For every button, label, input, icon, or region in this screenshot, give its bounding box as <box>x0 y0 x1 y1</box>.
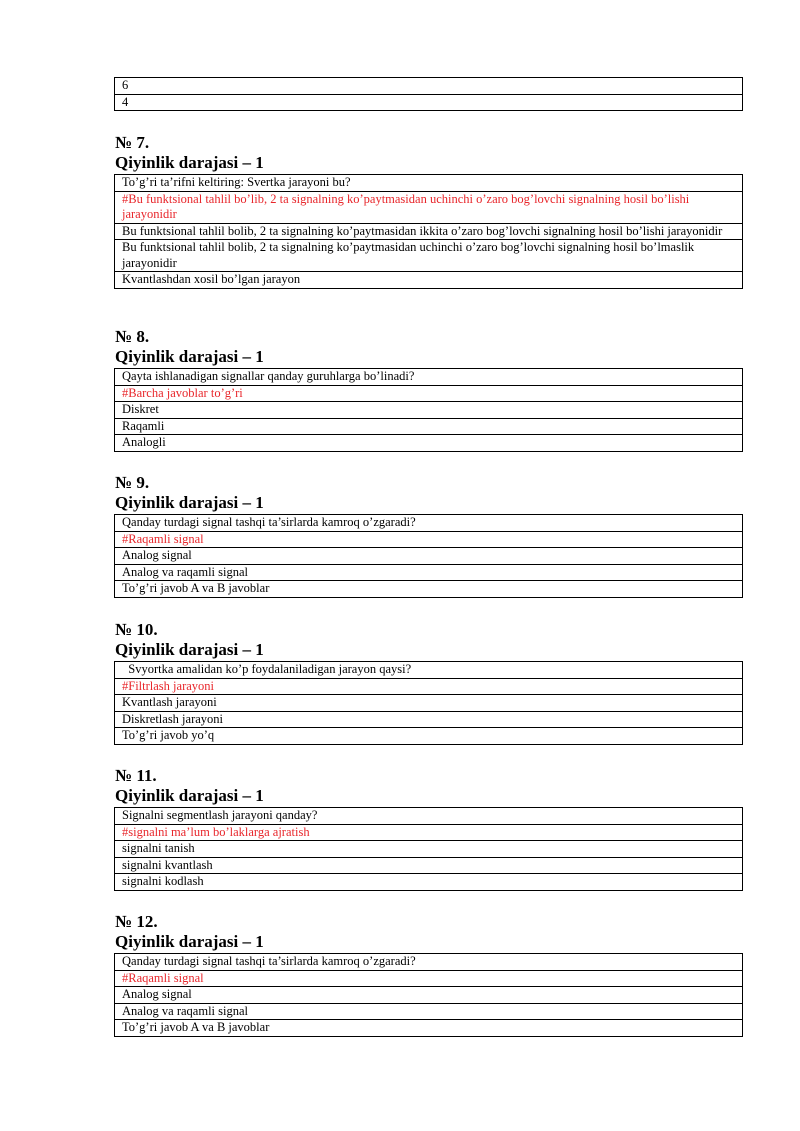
difficulty-label: Qiyinlik darajasi – 1 <box>115 347 264 366</box>
question-number: № 12. <box>115 912 158 931</box>
question-text: Qanday turdagi signal tashqi ta’sirlarda kamroq o’zgaradi? <box>115 515 743 532</box>
table-row <box>115 1003 743 1020</box>
question-number: № 10. <box>115 620 158 639</box>
answer-option: Analog va raqamli signal <box>115 1003 743 1020</box>
answer-option: Diskretlash jarayoni <box>115 711 743 728</box>
table-row <box>115 94 743 111</box>
answer-cell: 6 <box>115 78 743 95</box>
question-12-header <box>115 912 264 952</box>
table-row <box>115 385 743 402</box>
table-row <box>115 970 743 987</box>
table-row <box>115 581 743 598</box>
question-9-table <box>114 514 743 598</box>
answer-option: signalni tanish <box>115 841 743 858</box>
answer-option: Analog va raqamli signal <box>115 564 743 581</box>
table-row <box>115 954 743 971</box>
question-7-table <box>114 174 743 289</box>
difficulty-label: Qiyinlik darajasi – 1 <box>115 786 264 805</box>
table-row <box>115 531 743 548</box>
table-row <box>115 987 743 1004</box>
answer-option: To’g’ri javob A va B javoblar <box>115 1020 743 1037</box>
answer-option: Analog signal <box>115 548 743 565</box>
question-text: Signalni segmentlash jarayoni qanday? <box>115 808 743 825</box>
table-row <box>115 548 743 565</box>
table-row <box>115 272 743 289</box>
answer-option: Bu funktsional tahlil bolib, 2 ta signalning ko’paytmasidan uchinchi o’zaro bog’lovchi signalning hosil bo’lmaslik jarayonidir <box>115 240 743 272</box>
table-row <box>115 175 743 192</box>
question-number: № 11. <box>115 766 157 785</box>
table-row <box>115 678 743 695</box>
question-8-table <box>114 368 743 452</box>
table-row <box>115 515 743 532</box>
question-9-header <box>115 473 264 513</box>
correct-answer: #Filtrlash jarayoni <box>115 678 743 695</box>
difficulty-label: Qiyinlik darajasi – 1 <box>115 493 264 512</box>
table-row <box>115 841 743 858</box>
question-number: № 9. <box>115 473 150 492</box>
answer-option: Analogli <box>115 435 743 452</box>
table-row <box>115 728 743 745</box>
table-row <box>115 824 743 841</box>
table-row <box>115 78 743 95</box>
answer-option: To’g’ri javob yo’q <box>115 728 743 745</box>
answer-option: signalni kodlash <box>115 874 743 891</box>
answer-option: Kvantlashdan xosil bo’lgan jarayon <box>115 272 743 289</box>
question-text: To’g’ri ta’rifni keltiring: Svertka jarayoni bu? <box>115 175 743 192</box>
correct-answer: #Barcha javoblar to’g’ri <box>115 385 743 402</box>
correct-answer: #Raqamli signal <box>115 970 743 987</box>
question-10-header <box>115 620 264 660</box>
table-row <box>115 418 743 435</box>
answer-option: Kvantlash jarayoni <box>115 695 743 712</box>
table-row <box>115 1020 743 1037</box>
table-row <box>115 711 743 728</box>
table-row <box>115 874 743 891</box>
table-row <box>115 240 743 272</box>
question-text: Svyortka amalidan ko’p foydalaniladigan jarayon qaysi? <box>115 662 743 679</box>
table-row <box>115 369 743 386</box>
difficulty-label: Qiyinlik darajasi – 1 <box>115 640 264 659</box>
answer-option: Bu funktsional tahlil bolib, 2 ta signalning ko’paytmasidan ikkita o’zaro bog’lovchi signalning hosil bo’lishi jarayonidir <box>115 223 743 240</box>
question-11-table <box>114 807 743 891</box>
answer-option: Raqamli <box>115 418 743 435</box>
answer-option: signalni kvantlash <box>115 857 743 874</box>
question-10-table <box>114 661 743 745</box>
question-text: Qayta ishlanadigan signallar qanday guruhlarga bo’linadi? <box>115 369 743 386</box>
answer-table-continued <box>114 77 743 111</box>
table-row <box>115 402 743 419</box>
table-row <box>115 662 743 679</box>
question-11-header <box>115 766 264 806</box>
answer-option: Diskret <box>115 402 743 419</box>
question-7-header <box>115 133 264 173</box>
difficulty-label: Qiyinlik darajasi – 1 <box>115 932 264 951</box>
question-8-header <box>115 327 264 367</box>
question-text: Qanday turdagi signal tashqi ta’sirlarda kamroq o’zgaradi? <box>115 954 743 971</box>
table-row <box>115 435 743 452</box>
table-row <box>115 223 743 240</box>
table-row <box>115 695 743 712</box>
table-row <box>115 808 743 825</box>
correct-answer: #signalni ma’lum bo’laklarga ajratish <box>115 824 743 841</box>
correct-answer: #Raqamli signal <box>115 531 743 548</box>
table-row <box>115 191 743 223</box>
answer-option: Analog signal <box>115 987 743 1004</box>
question-12-table <box>114 953 743 1037</box>
table-row <box>115 857 743 874</box>
question-number: № 7. <box>115 133 150 152</box>
question-number: № 8. <box>115 327 150 346</box>
answer-option: To’g’ri javob A va B javoblar <box>115 581 743 598</box>
table-row <box>115 564 743 581</box>
correct-answer: #Bu funktsional tahlil bo’lib, 2 ta signalning ko’paytmasidan uchinchi o’zaro bog’lovchi signalning hosil bo’lishi jarayonidir <box>115 191 743 223</box>
difficulty-label: Qiyinlik darajasi – 1 <box>115 153 264 172</box>
answer-cell: 4 <box>115 94 743 111</box>
